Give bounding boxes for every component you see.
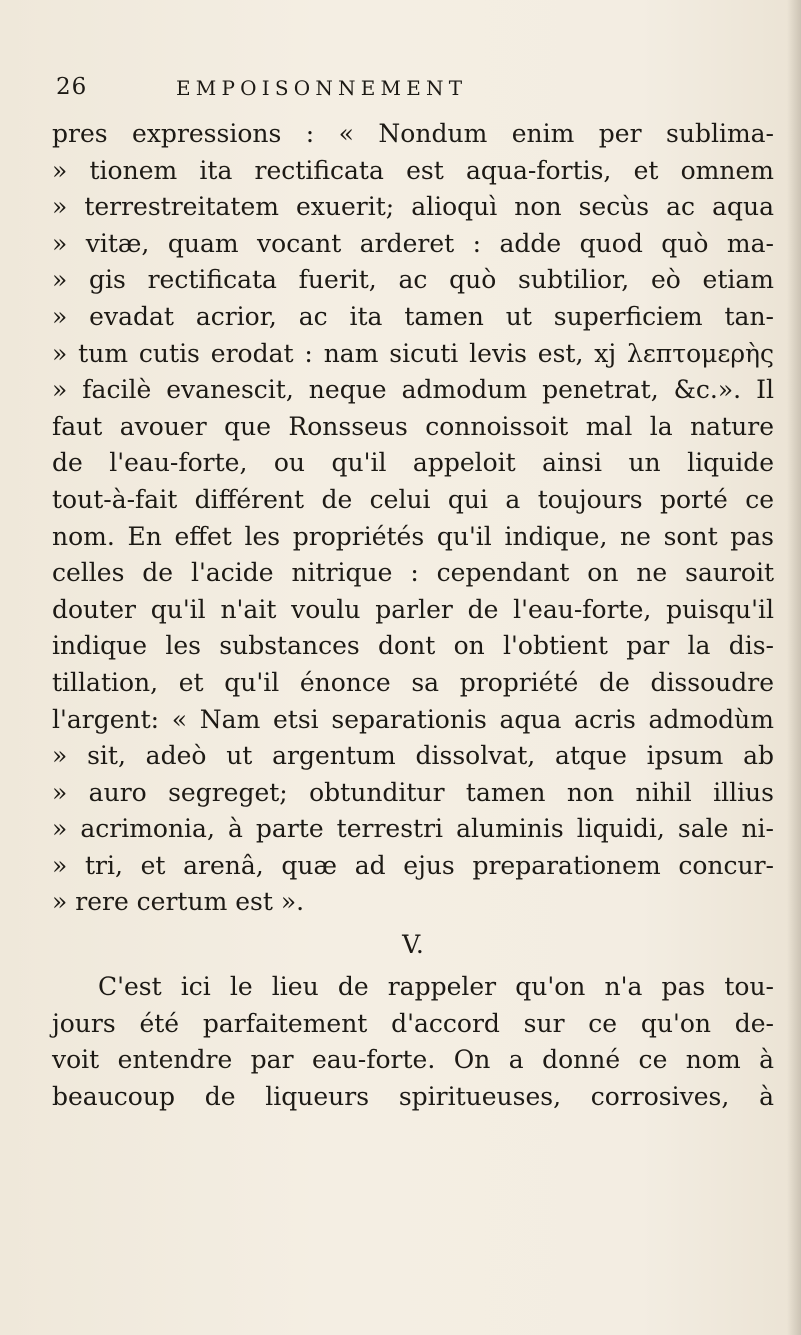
paragraph-2 [52, 969, 774, 1115]
paragraph-1 [52, 116, 774, 921]
text-line: » acrimonia, à parte terrestri aluminis liquidi, sale ni- [52, 814, 774, 844]
page-header [56, 70, 756, 110]
text-line: jours été parfaitement d'accord sur ce qu'on de- [52, 1008, 774, 1038]
text-line: indique les substances dont on l'obtient par la dis- [52, 631, 774, 661]
text-line: » evadat acrior, ac ita tamen ut superficiem tan- [52, 301, 774, 331]
text-line: » sit, adeò ut argentum dissolvat, atque ipsum ab [52, 741, 774, 771]
text-line: C'est ici le lieu de rappeler qu'on n'a pas tou- [98, 972, 774, 1002]
text-line: l'argent: « Nam etsi separationis aqua acris admodùm [52, 704, 774, 734]
page-number: 26 [56, 74, 88, 100]
text-line: » gis rectificata fuerit, ac quò subtilior, eò etiam [52, 265, 774, 295]
text-line: celles de l'acide nitrique : cependant on ne sauroit [52, 558, 774, 588]
text-line: tillation, et qu'il énonce sa propriété de dissoudre [52, 667, 774, 697]
body-text [52, 116, 774, 1115]
text-line: douter qu'il n'ait voulu parler de l'eau-forte, puisqu'il [52, 594, 774, 624]
text-line: » facilè evanescit, neque admodum penetrat, &c.». Il [52, 375, 774, 405]
section-heading: V. [402, 930, 424, 960]
text-line: beaucoup de liqueurs spiritueuses, corrosives, à [52, 1081, 774, 1111]
text-line: faut avouer que Ronsseus connoissoit mal la nature [52, 411, 774, 441]
text-line: » vitæ, quam vocant arderet : adde quod quò ma- [52, 228, 774, 258]
running-title: EMPOISONNEMENT [176, 76, 468, 100]
text-line: nom. En effet les propriétés qu'il indique, ne sont pas [52, 521, 774, 551]
text-line: » rere certum est ». [52, 887, 305, 917]
text-line: tout-à-fait différent de celui qui a toujours porté ce [52, 484, 774, 514]
text-line: » tri, et arenâ, quæ ad ejus preparationem concur- [52, 850, 774, 880]
text-line: de l'eau-forte, ou qu'il appeloit ainsi un liquide [52, 448, 774, 478]
text-line: voit entendre par eau-forte. On a donné ce nom à [52, 1045, 774, 1075]
text-line: » tum cutis erodat : nam sicuti levis est, xj λεπτομερὴς [52, 338, 774, 368]
text-line: pres expressions : « Nondum enim per sublima- [52, 119, 774, 148]
text-line: » tionem ita rectificata est aqua-fortis, et omnem [52, 155, 774, 185]
page-edge-shadow [787, 0, 801, 1335]
text-line: » auro segreget; obtunditur tamen non nihil illius [52, 777, 774, 807]
text-line: » terrestreitatem exuerit; alioquì non secùs ac aqua [52, 192, 774, 222]
